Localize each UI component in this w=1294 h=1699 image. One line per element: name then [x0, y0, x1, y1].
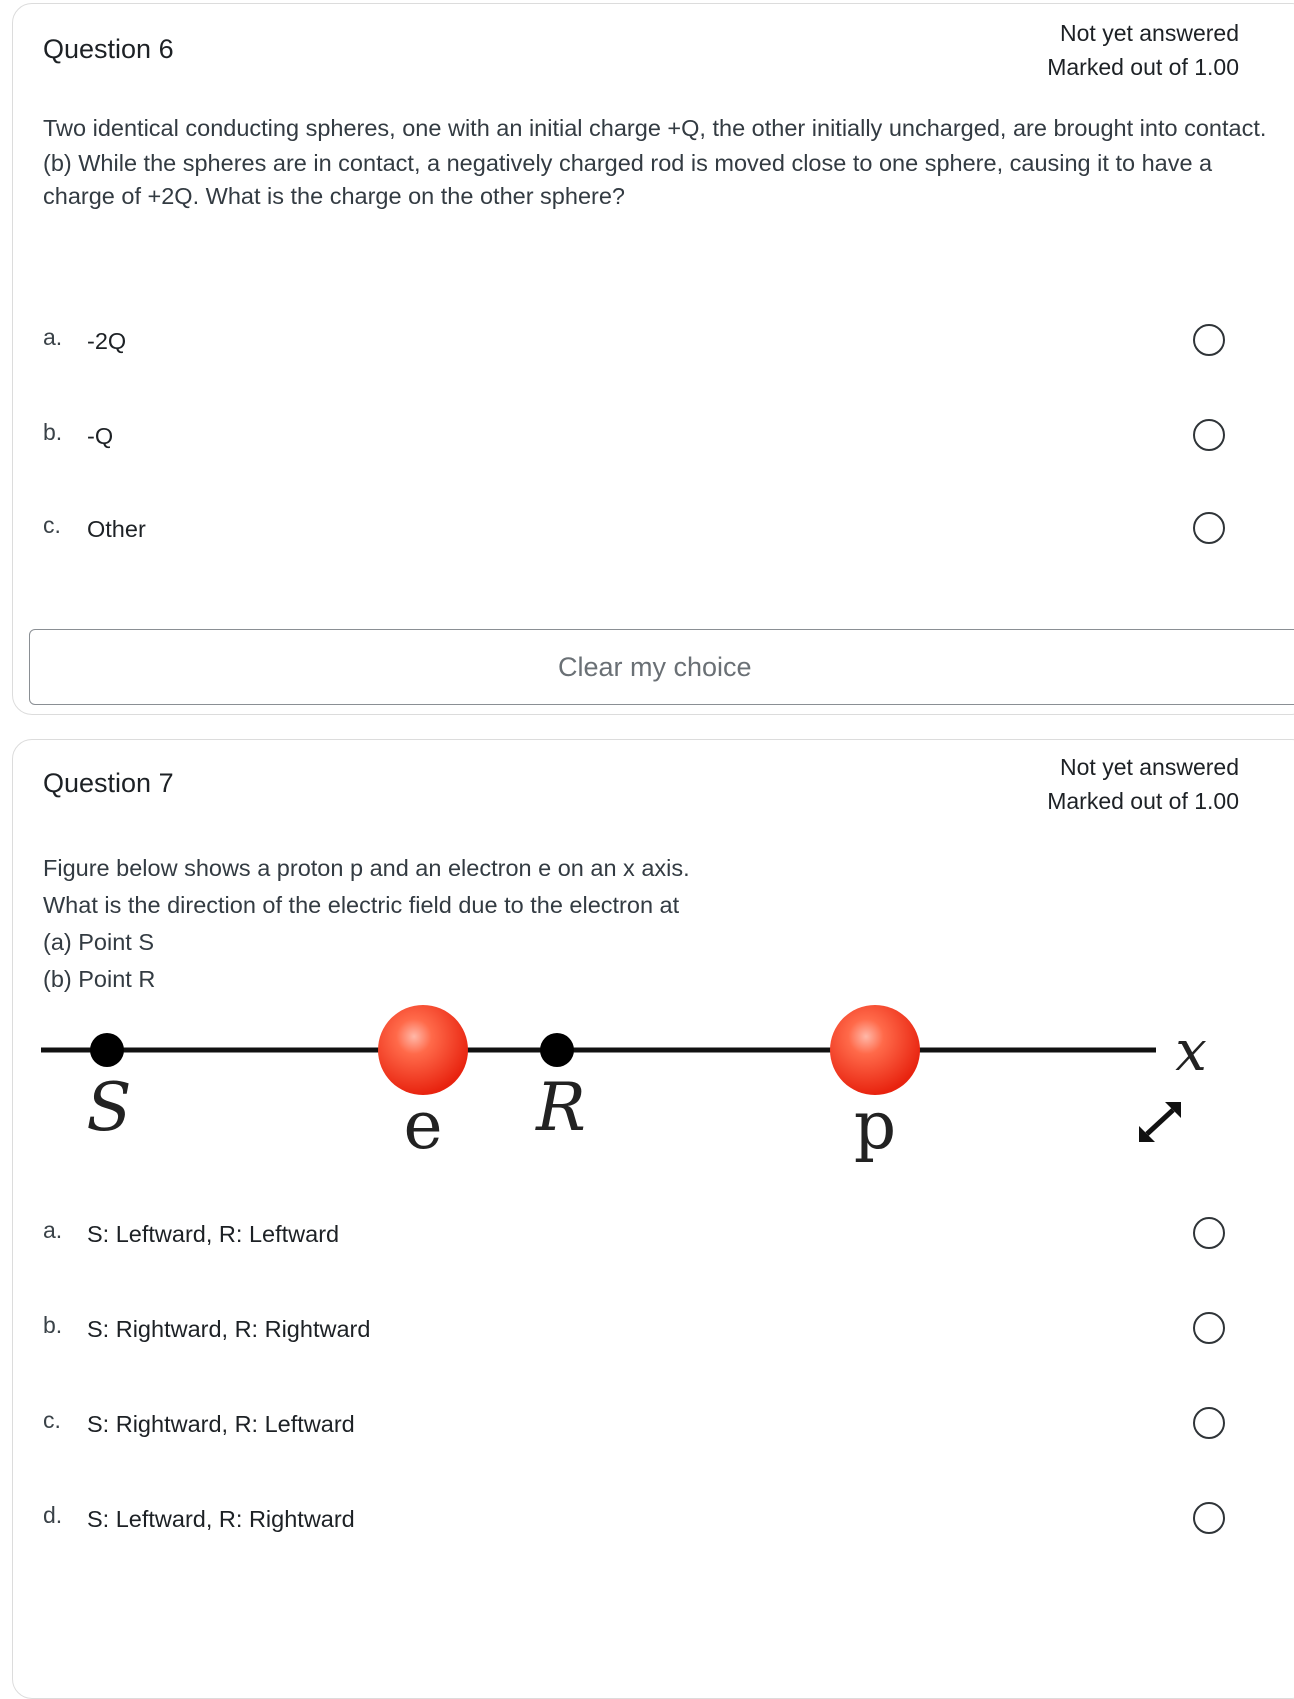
answer-option-a[interactable]	[43, 324, 1294, 364]
question-status	[939, 16, 1239, 84]
option-letter: b.	[43, 419, 63, 445]
question-text-line: Two identical conducting spheres, one with an initial charge +Q, the other initially uncharged, are brought into contact.	[43, 115, 1267, 141]
label-s: S	[86, 1069, 132, 1146]
marks-info: Marked out of 1.00	[1047, 54, 1239, 80]
question-text-line: (a) Point S	[43, 929, 155, 955]
option-text: S: Rightward, R: Leftward	[87, 1411, 355, 1437]
option-letter: c.	[43, 512, 61, 538]
answer-option-c[interactable]	[43, 1407, 1294, 1447]
option-letter: b.	[43, 1312, 63, 1338]
radio-button[interactable]	[1193, 1312, 1225, 1344]
option-letter: a.	[43, 324, 63, 350]
option-text: -2Q	[87, 328, 127, 354]
label-e: e	[403, 1087, 443, 1164]
answer-option-c[interactable]	[43, 512, 1294, 552]
question-text-line: (b) Point R	[43, 966, 156, 992]
option-text: Other	[87, 516, 146, 542]
marks-info: Marked out of 1.00	[1047, 788, 1239, 814]
question-text-line: Figure below shows a proton p and an electron e on an x axis.	[43, 855, 690, 881]
answer-option-a[interactable]	[43, 1217, 1294, 1257]
point-r-dot	[540, 1033, 574, 1067]
question-6-card	[12, 3, 1294, 715]
question-title: Question 6	[43, 34, 174, 64]
answer-option-d[interactable]	[43, 1502, 1294, 1542]
question-status	[939, 750, 1239, 818]
question-title: Question 7	[43, 768, 174, 798]
radio-button[interactable]	[1193, 324, 1225, 356]
option-text: S: Rightward, R: Rightward	[87, 1316, 371, 1342]
label-x: x	[1175, 1019, 1207, 1084]
answer-option-b[interactable]	[43, 419, 1294, 459]
expand-icon[interactable]	[1139, 1102, 1181, 1142]
radio-button[interactable]	[1193, 1217, 1225, 1249]
label-r: R	[536, 1069, 586, 1146]
particles-figure	[41, 1002, 1271, 1202]
question-text-line: (b) While the spheres are in contact, a negatively charged rod is moved close to one sphere, causing it to have a charge of +2Q. What is the charge on the other sphere?	[43, 150, 1213, 209]
option-text: S: Leftward, R: Leftward	[87, 1221, 340, 1247]
option-letter: c.	[43, 1407, 61, 1433]
answer-status: Not yet answered	[1060, 754, 1239, 780]
electron-particle	[378, 1005, 468, 1095]
radio-button[interactable]	[1193, 512, 1225, 544]
question-7-card	[12, 739, 1294, 1699]
radio-button[interactable]	[1193, 1502, 1225, 1534]
answer-option-b[interactable]	[43, 1312, 1294, 1352]
option-text: S: Leftward, R: Rightward	[87, 1506, 355, 1532]
clear-choice-button[interactable]: Clear my choice	[29, 629, 1294, 705]
option-letter: d.	[43, 1502, 63, 1528]
question-text	[43, 112, 1273, 213]
question-text	[43, 850, 1273, 998]
radio-button[interactable]	[1193, 419, 1225, 451]
question-text-line: What is the direction of the electric field due to the electron at	[43, 892, 680, 918]
radio-button[interactable]	[1193, 1407, 1225, 1439]
answer-status: Not yet answered	[1060, 20, 1239, 46]
proton-particle	[830, 1005, 920, 1095]
label-p: p	[853, 1087, 897, 1164]
option-letter: a.	[43, 1217, 63, 1243]
point-s-dot	[90, 1033, 124, 1067]
option-text: -Q	[87, 423, 114, 449]
